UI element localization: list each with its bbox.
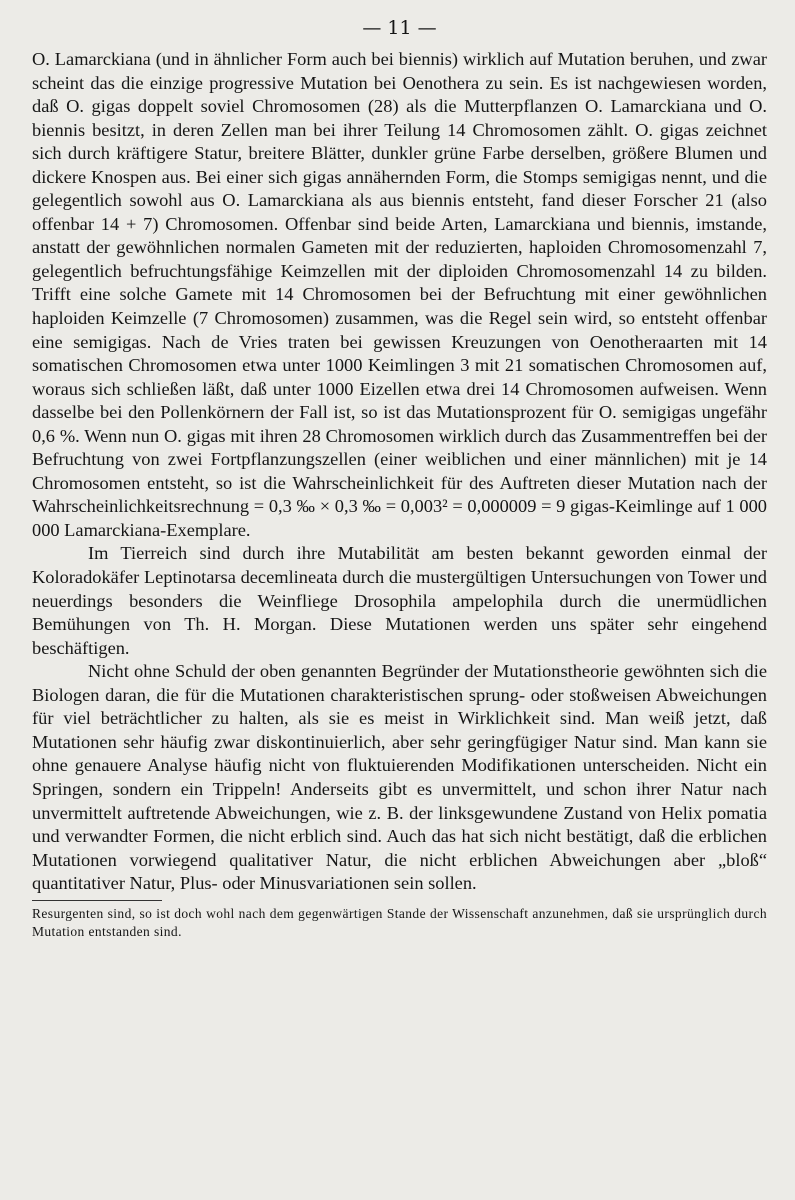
page-number: — 11 — bbox=[362, 17, 437, 39]
footnote-rule bbox=[32, 900, 162, 901]
footnote: Resurgenten sind, so ist doch wohl nach dem gegenwärtigen Stande der Wissenschaft anzunehmen, daß sie ursprünglich durch Mutation entstanden sind. bbox=[32, 905, 767, 939]
main-text bbox=[32, 48, 767, 896]
paragraph-animal-kingdom: Im Tierreich sind durch ihre Mutabilität am besten bekannt geworden einmal der Koloradokäfer Leptinotarsa decemlineata durch die mustergültigen Untersuchungen von Tower und neuerdings besonders die Weinfliege Drosophila ampelophila durch die unermüdlichen Bemühungen von Th. H. Morgan. Diese Mutationen werden uns später sehr eingehend beschäftigen. bbox=[32, 543, 767, 658]
paragraph-mutation-theory: Nicht ohne Schuld der oben genannten Begründer der Mutationstheorie gewöhnten sich die Biologen daran, die für die Mutationen charakteristischen sprung- oder stoßweisen Abweichungen für viel beträchtlicher zu halten, als sie es meist in Wirklichkeit sind. Man weiß jetzt, daß Mutationen sehr häufig zwar diskontinuierlich, aber sehr geringfügiger Natur sind. Man kann sie ohne genauere Analyse häufig nicht von fluktuierenden Modifikationen unterscheiden. Nicht ein Springen, sondern ein Trippeln! Anderseits gibt es unvermittelt, und schon ihrer Natur nach unvermittelt auftretende Abweichungen, wie z. B. der linksgewundene Zustand von Helix pomatia und verwandter Formen, die nicht erblich sind. Auch das hat sich nicht bestätigt, daß die erblichen Mutationen vorwiegend qualitativer Natur, die nicht erblichen Abweichungen aber „bloß“ quantitativer Natur, Plus- oder Minusvariationen sein sollen. bbox=[32, 661, 767, 894]
paragraph-mutation-oenothera: O. Lamarckiana (und in ähnlicher Form auch bei biennis) wirklich auf Mutation beruhen, und zwar scheint das die einzige progressive Mutation bei Oenothera zu sein. Es ist nachgewiesen worden, daß O. gigas doppelt soviel Chromosomen (28) als die Mutterpflanzen O. Lamarckiana und O. biennis besitzt, in deren Zellen man bei ihrer Teilung 14 Chromosomen zählt. O. gigas zeichnet sich durch kräftigere Statur, breitere Blätter, dunkler grüne Farbe derselben, größere Blumen und dickere Knospen aus. Bei einer sich gigas annähernden Form, die Stomps semigigas nennt, und die gelegentlich sowohl aus O. Lamarckiana als aus biennis entsteht, fand dieser Forscher 21 (also offenbar 14 + 7) Chromosomen. Offenbar sind beide Arten, Lamarckiana und biennis, imstande, anstatt der gewöhnlichen normalen Gameten mit der reduzierten, haploiden Chromosomenzahl 7, gelegentlich befruchtungsfähige Keimzellen mit der diploiden Chromosomenzahl 14 zu bilden. Trifft eine solche Gamete mit 14 Chromosomen bei der Befruchtung mit einer gewöhnlichen haploiden Keimzelle (7 Chromosomen) zusammen, was die Regel sein wird, so entsteht offenbar eine semigigas. Nach de Vries traten bei gewissen Kreuzungen von Oenotheraarten mit 14 somatischen Chromosomen etwa unter 1000 Keimlingen 3 mit 21 somatischen Chromosomen auf, woraus sich schließen läßt, daß unter 1000 Eizellen etwa drei 14 Chromosomen aufweisen. Wenn dasselbe bei den Pollenkörnern der Fall ist, so ist das Mutationsprozent für O. semigigas ungefähr 0,6 %. Wenn nun O. gigas mit ihren 28 Chromosomen wirklich durch das Zusammentreffen bei der Befruchtung von zwei Fortpflanzungszellen (einer weiblichen und einer männlichen) mit je 14 Chromosomen entsteht, so ist die Wahrscheinlichkeit für des Auftreten dieser Mutation nach der Wahrscheinlichkeitsrechnung = 0,3 ‰ × 0,3 ‰ = 0,003² = 0,000009 = 9 gigas-Keimlinge auf 1 000 000 Lamarckiana-Exemplare. bbox=[32, 49, 767, 540]
